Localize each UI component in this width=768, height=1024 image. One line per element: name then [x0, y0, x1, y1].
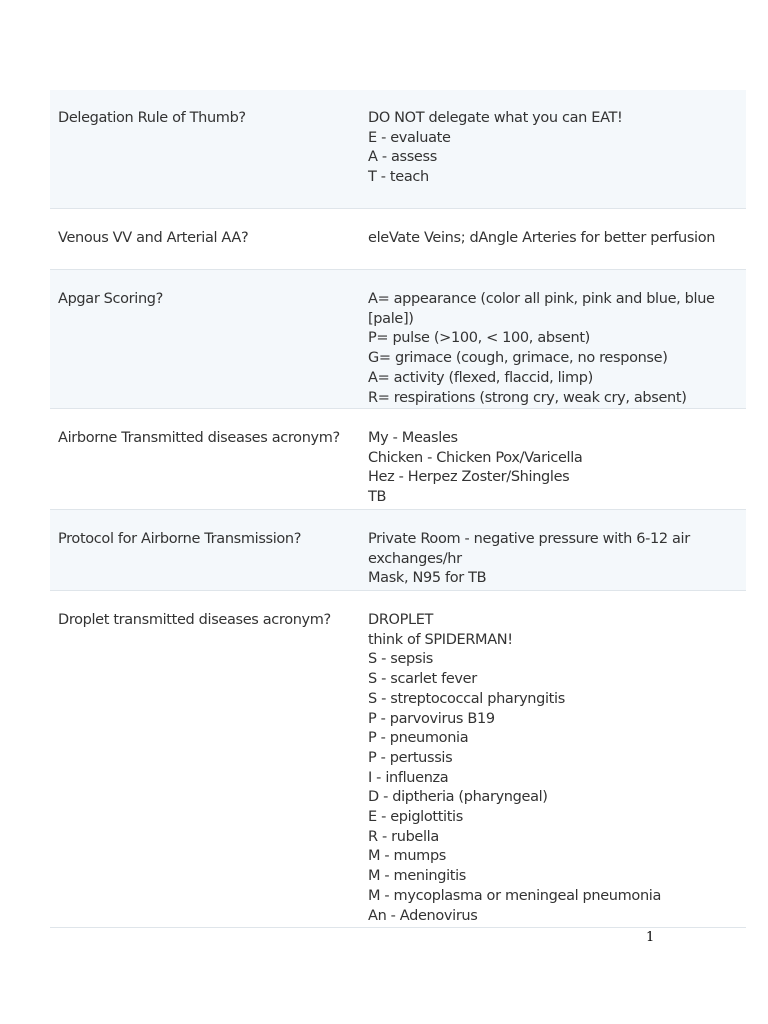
definition-line: think of SPIDERMAN!	[368, 631, 513, 648]
term-cell: Apgar Scoring?	[58, 291, 164, 307]
definition-cell	[368, 429, 746, 509]
definition-line: eleVate Veins; dAngle Arteries for better perfusion	[368, 230, 716, 246]
definition-line: TB	[368, 489, 387, 506]
definition-line: Chicken - Chicken Pox/Varicella	[368, 449, 583, 466]
definition-line: M - mycoplasma or meningeal pneumonia	[368, 887, 662, 904]
definition-line: R - rubella	[368, 828, 439, 845]
definition-line: DO NOT delegate what you can EAT!	[368, 110, 623, 126]
definition-cell	[368, 290, 746, 408]
definition-line: M - meningitis	[368, 868, 467, 885]
table-row	[50, 510, 746, 591]
definition-cell	[368, 229, 746, 269]
page-number: 1	[646, 930, 655, 945]
definition-cell	[368, 109, 746, 208]
table-row	[50, 90, 746, 209]
definition-line: E - epiglottitis	[368, 809, 463, 826]
table-row	[50, 591, 746, 928]
definition-line: Private Room - negative pressure with 6-12 air exchanges/hr	[368, 531, 695, 567]
term-cell: Droplet transmitted diseases acronym?	[58, 612, 331, 628]
definition-line: T - teach	[368, 169, 429, 186]
definition-line: P= pulse (>100, < 100, absent)	[368, 330, 590, 347]
term-cell: Venous VV and Arterial AA?	[58, 230, 249, 246]
definition-line: P - parvovirus B19	[368, 710, 495, 727]
definition-line: S - scarlet fever	[368, 671, 477, 688]
table-row	[50, 209, 746, 270]
definition-line: D - diptheria (pharyngeal)	[368, 789, 548, 806]
definition-line: R= respirations (strong cry, weak cry, absent)	[368, 389, 687, 406]
term-cell: Protocol for Airborne Transmission?	[58, 531, 302, 547]
definition-cell	[368, 611, 746, 927]
definition-line: Hez - Herpez Zoster/Shingles	[368, 469, 570, 486]
definition-line: G= grimace (cough, grimace, no response)	[368, 350, 668, 367]
definition-line: An - Adenovirus	[368, 907, 478, 924]
definition-line: Mask, N95 for TB	[368, 570, 487, 587]
definition-cell	[368, 530, 746, 590]
definition-line: DROPLET	[368, 612, 434, 628]
definition-line: S - sepsis	[368, 651, 433, 668]
definition-line: I - influenza	[368, 769, 449, 786]
definition-line: P - pertussis	[368, 749, 453, 766]
table-row	[50, 409, 746, 510]
definition-line: A - assess	[368, 149, 437, 166]
definition-line: M - mumps	[368, 848, 447, 865]
table-row	[50, 270, 746, 409]
flashcard-table	[50, 90, 746, 928]
definition-line: S - streptococcal pharyngitis	[368, 690, 565, 707]
term-cell: Airborne Transmitted diseases acronym?	[58, 430, 340, 446]
definition-line: My - Measles	[368, 430, 458, 446]
term-cell: Delegation Rule of Thumb?	[58, 110, 246, 126]
definition-line: E - evaluate	[368, 129, 451, 146]
definition-line: A= activity (flexed, flaccid, limp)	[368, 369, 593, 386]
definition-line: A= appearance (color all pink, pink and blue, blue [pale])	[368, 291, 719, 327]
definition-line: P - pneumonia	[368, 730, 469, 747]
